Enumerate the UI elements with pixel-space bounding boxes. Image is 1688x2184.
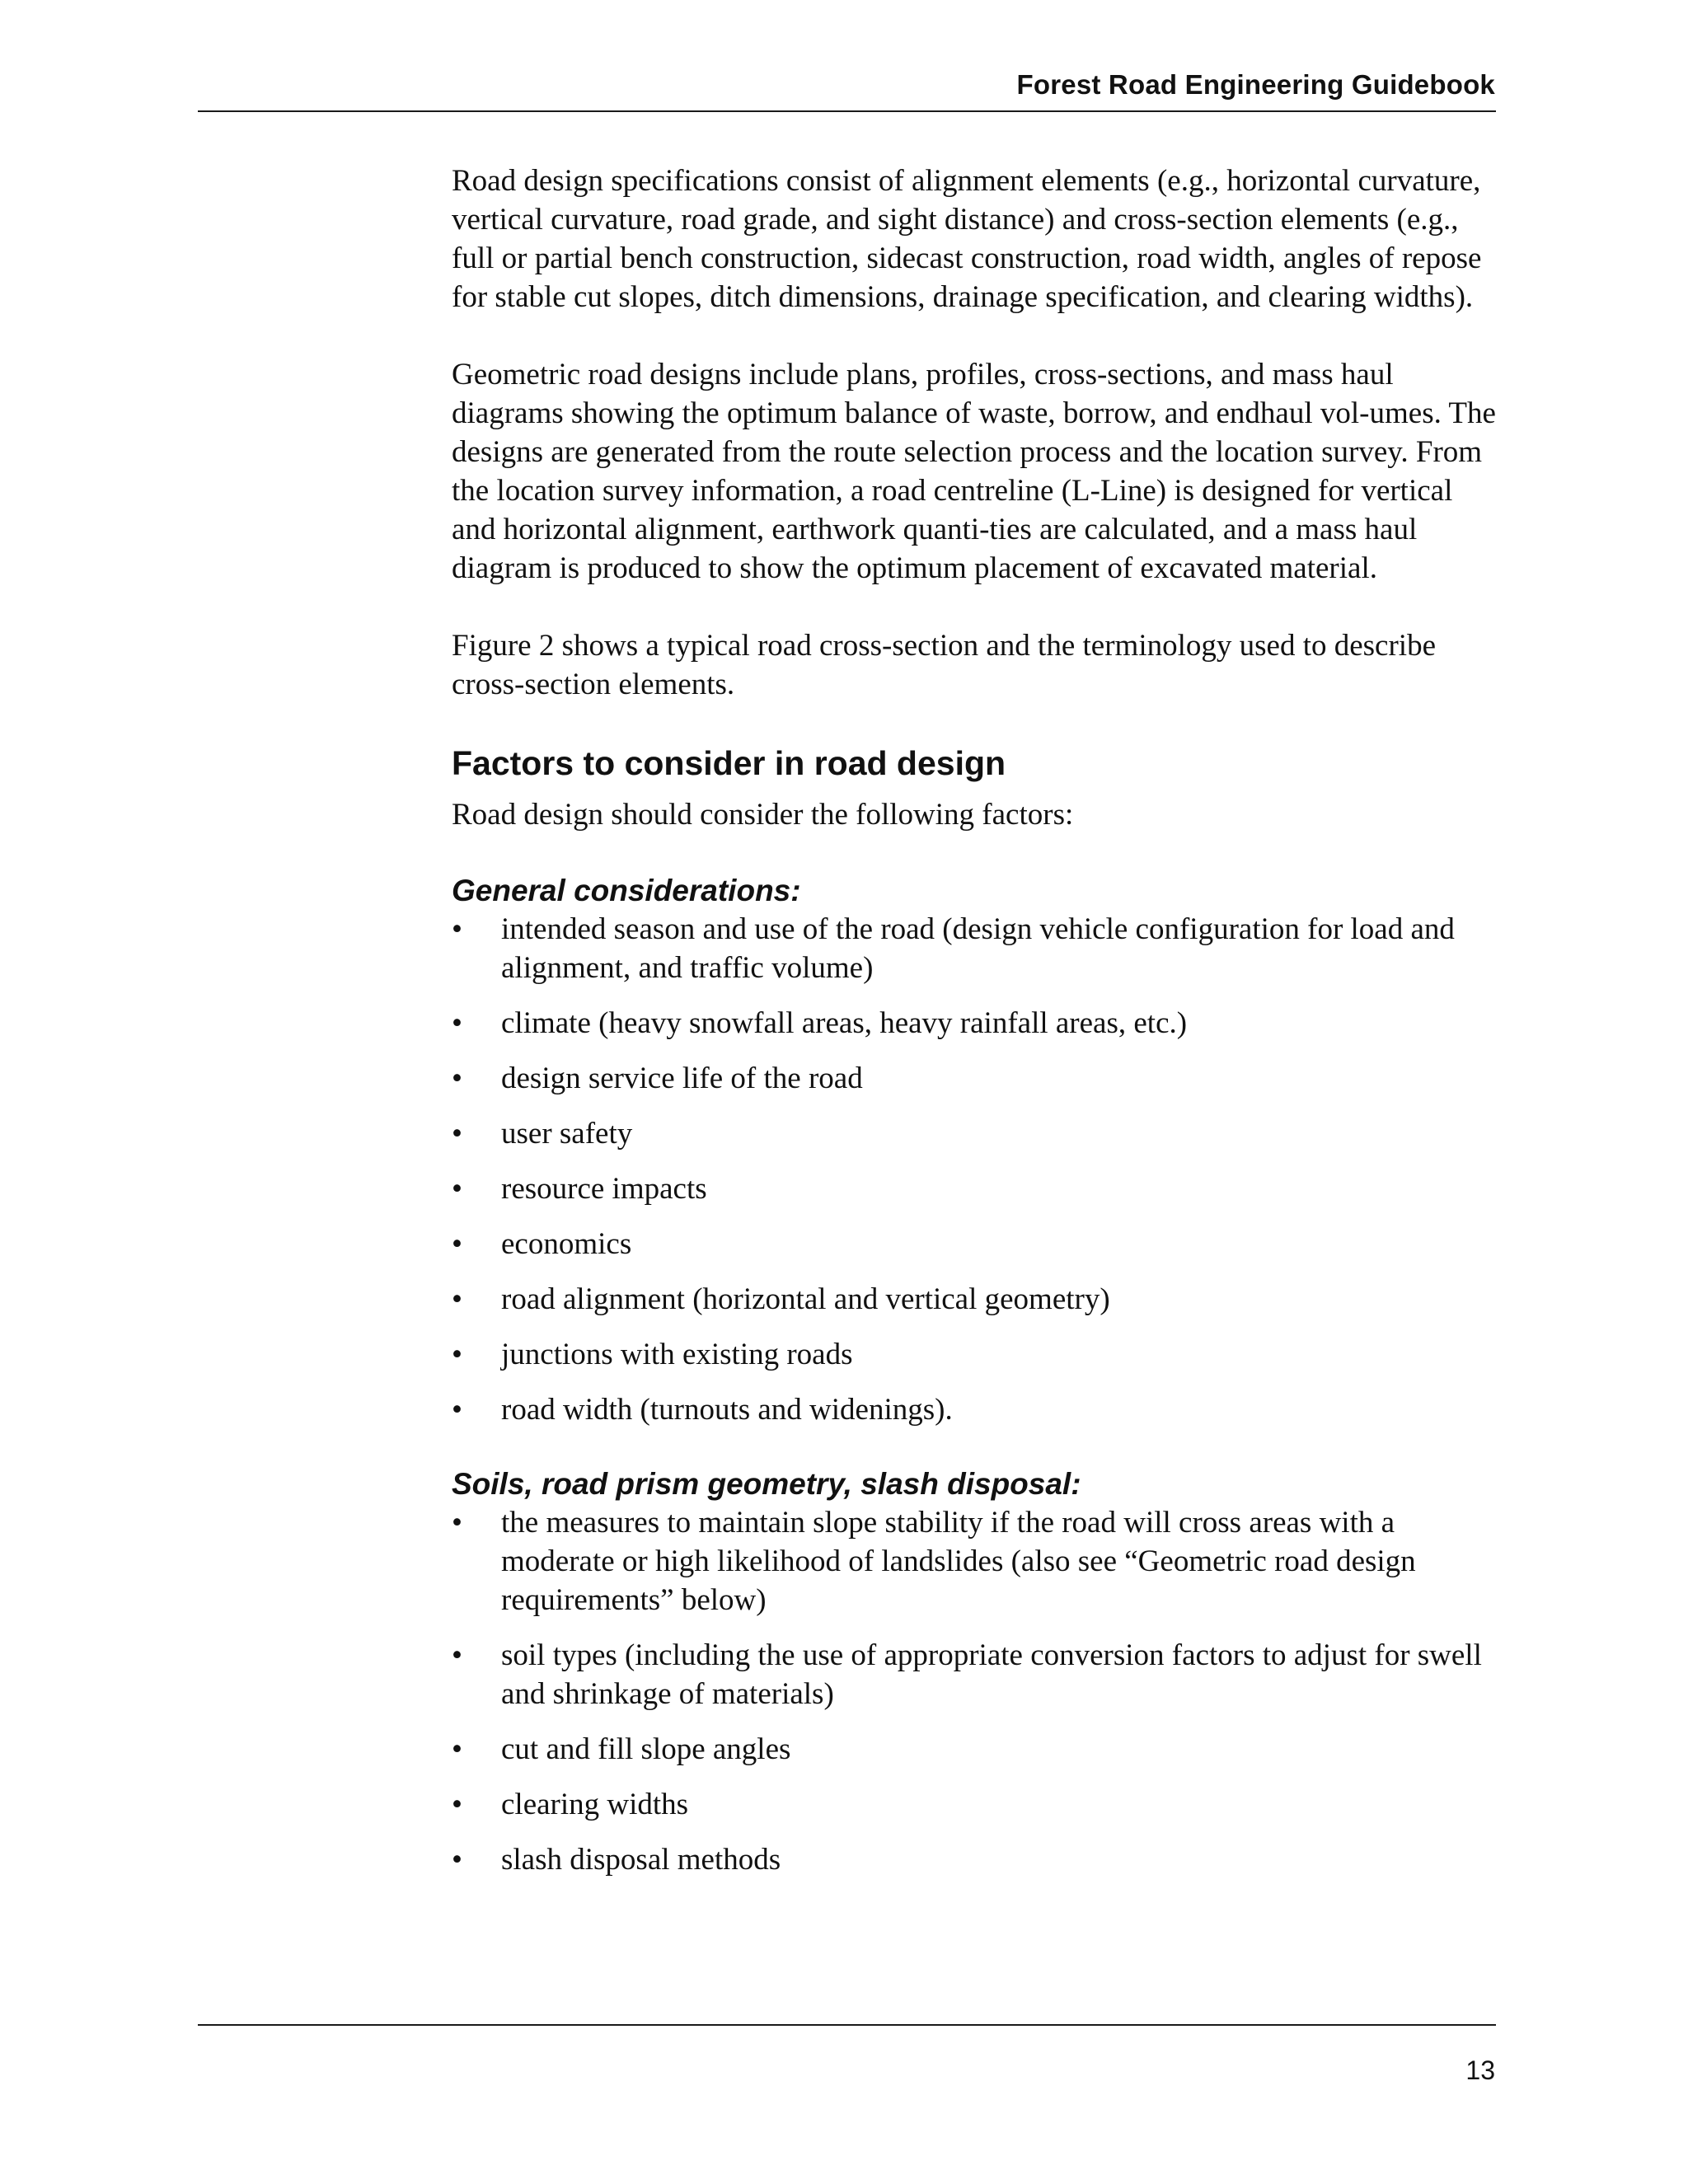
list-item bbox=[452, 1114, 1498, 1153]
bullet-icon: • bbox=[452, 1393, 462, 1427]
list-item bbox=[452, 1335, 1498, 1374]
bullet-icon: • bbox=[452, 1788, 462, 1821]
list-item-text: soil types (including the use of appropriate conversion factors to adjust for swell and shrinkage of materials) bbox=[501, 1638, 1482, 1711]
bullet-icon: • bbox=[452, 1062, 462, 1095]
bullet-icon: • bbox=[452, 1638, 462, 1672]
running-header-title: Forest Road Engineering Guidebook bbox=[1016, 69, 1495, 100]
paragraph-geometric-designs: Geometric road designs include plans, profiles, cross-sections, and mass haul diagrams showing the optimum balance of waste, borrow, and endhaul vol-umes. The designs are generated from the route selection process and the location survey. From the location survey information, a road centreline (L-Line) is designed for vertical and horizontal alignment, earthwork quanti-ties are calculated, and a mass haul diagram is produced to show the optimum placement of excavated material. bbox=[452, 358, 1496, 585]
list-item bbox=[452, 1785, 1498, 1824]
list-item-text: junctions with existing roads bbox=[501, 1338, 853, 1371]
bullet-icon: • bbox=[452, 912, 462, 946]
list-item bbox=[452, 1730, 1498, 1769]
list-item-text: road alignment (horizontal and vertical geometry) bbox=[501, 1282, 1110, 1316]
list-item bbox=[452, 1225, 1498, 1263]
bullet-icon: • bbox=[452, 1006, 462, 1040]
list-item bbox=[452, 1059, 1498, 1098]
subheading-general-considerations: General considerations: bbox=[452, 874, 801, 907]
page-number: 13 bbox=[1465, 2055, 1495, 2085]
bullet-icon: • bbox=[452, 1843, 462, 1877]
bullet-icon: • bbox=[452, 1227, 462, 1261]
list-item-text: cut and fill slope angles bbox=[501, 1732, 791, 1766]
list-item-text: economics bbox=[501, 1227, 632, 1261]
footer-rule bbox=[198, 2024, 1496, 2026]
list-item bbox=[452, 1503, 1498, 1619]
subheading-soils-slash-disposal: Soils, road prism geometry, slash disposal: bbox=[452, 1467, 1081, 1501]
bullet-list-general bbox=[452, 910, 1498, 1429]
bullet-icon: • bbox=[452, 1338, 462, 1371]
list-item bbox=[452, 1390, 1498, 1429]
paragraph-figure-reference: Figure 2 shows a typical road cross-section and the terminology used to describe cross-section elements. bbox=[452, 629, 1436, 701]
bullet-icon: • bbox=[452, 1506, 462, 1540]
list-item bbox=[452, 1636, 1498, 1713]
list-item bbox=[452, 1280, 1498, 1319]
list-item-text: design service life of the road bbox=[501, 1062, 863, 1095]
list-item-text: clearing widths bbox=[501, 1788, 689, 1821]
list-item bbox=[452, 1004, 1498, 1043]
list-item-text: the measures to maintain slope stability if the road will cross areas with a moderate or high likelihood of landslides (also see “Geometric road design requirements” below) bbox=[501, 1506, 1416, 1617]
bullet-icon: • bbox=[452, 1282, 462, 1316]
page-body bbox=[452, 162, 1498, 1915]
bullet-icon: • bbox=[452, 1117, 462, 1151]
list-item-text: intended season and use of the road (design vehicle configuration for load and alignment, and traffic volume) bbox=[501, 912, 1455, 985]
section-heading: Factors to consider in road design bbox=[452, 744, 1006, 782]
list-item-text: climate (heavy snowfall areas, heavy rainfall areas, etc.) bbox=[501, 1006, 1188, 1040]
list-item-text: resource impacts bbox=[501, 1172, 707, 1206]
list-item-text: slash disposal methods bbox=[501, 1843, 781, 1877]
list-item-text: user safety bbox=[501, 1117, 633, 1151]
list-item bbox=[452, 910, 1498, 987]
header-rule bbox=[198, 110, 1496, 112]
bullet-list-soils bbox=[452, 1503, 1498, 1879]
list-item bbox=[452, 1840, 1498, 1879]
list-item-text: road width (turnouts and widenings). bbox=[501, 1393, 953, 1427]
bullet-icon: • bbox=[452, 1172, 462, 1206]
list-item bbox=[452, 1169, 1498, 1208]
section-intro: Road design should consider the following factors: bbox=[452, 798, 1074, 832]
paragraph-design-specifications: Road design specifications consist of alignment elements (e.g., horizontal curvature, vertical curvature, road grade, and sight distance) and cross-section elements (e.g., full or partial bench construction, sidecast construction, road width, angles of repose for stable cut slopes, ditch dimensions, drainage specification, and clearing widths). bbox=[452, 164, 1482, 314]
bullet-icon: • bbox=[452, 1732, 462, 1766]
